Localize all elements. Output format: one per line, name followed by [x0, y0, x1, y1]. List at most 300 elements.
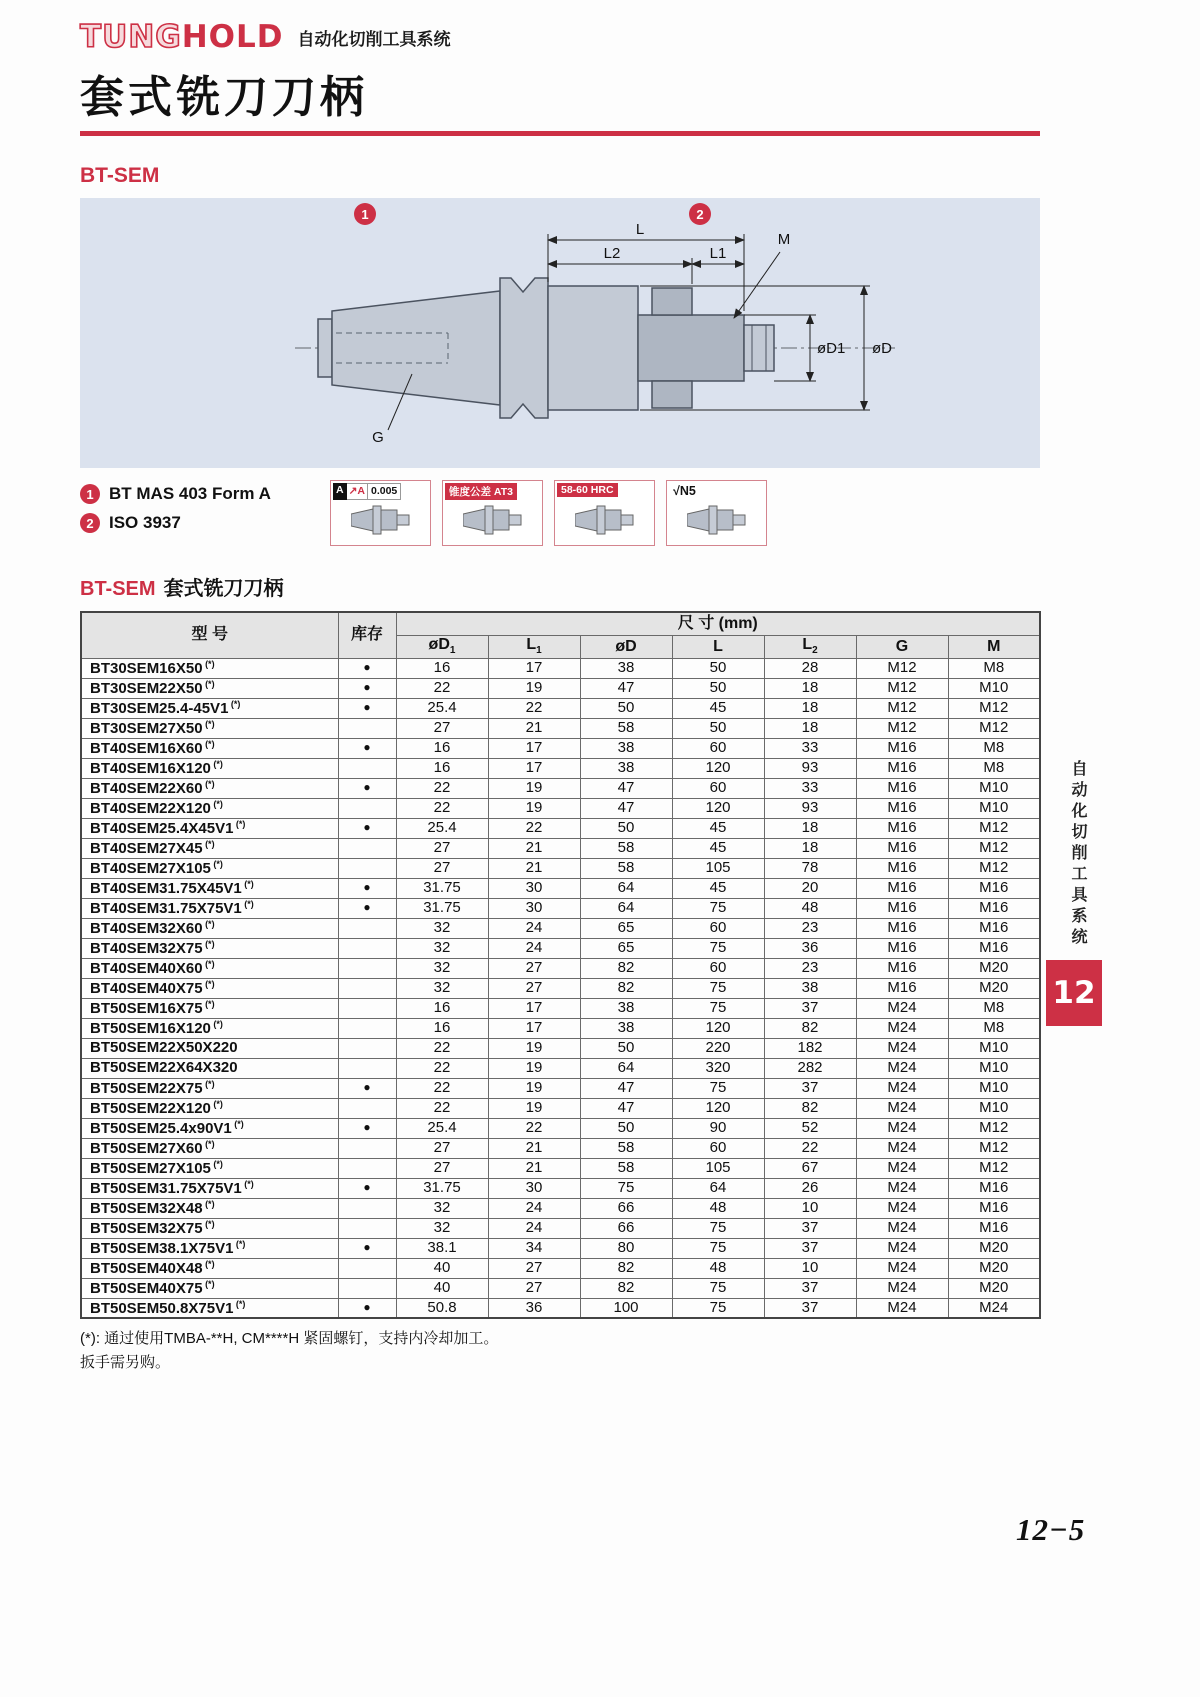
- dim-cell: M8: [948, 658, 1040, 678]
- dim-label-M: M: [777, 231, 791, 248]
- dim-cell: 45: [672, 698, 764, 718]
- dim-cell: 75: [672, 898, 764, 918]
- dim-cell: M24: [856, 998, 948, 1018]
- dim-cell: M16: [856, 738, 948, 758]
- dim-cell: M16: [856, 778, 948, 798]
- stock-cell: [338, 838, 396, 858]
- dim-cell: M16: [948, 1178, 1040, 1198]
- table-row: [81, 878, 1040, 898]
- dim-cell: 64: [580, 878, 672, 898]
- dim-cell: 27: [396, 838, 488, 858]
- dim-cell: 27: [396, 718, 488, 738]
- dim-cell: M24: [856, 1098, 948, 1118]
- dim-cell: 82: [764, 1018, 856, 1038]
- dim-cell: 60: [672, 958, 764, 978]
- tool-pictogram: [575, 505, 635, 540]
- table-title-series: BT-SEM: [80, 578, 156, 600]
- dim-cell: 22: [488, 698, 580, 718]
- surface-finish-badge: [666, 480, 767, 546]
- dim-cell: 32: [396, 938, 488, 958]
- dim-cell: 36: [764, 938, 856, 958]
- dim-cell: 16: [396, 738, 488, 758]
- dim-cell: M20: [948, 1278, 1040, 1298]
- table-row: [81, 778, 1040, 798]
- runout-value: 0.005: [368, 483, 401, 500]
- dim-cell: 47: [580, 678, 672, 698]
- dim-cell: 65: [580, 918, 672, 938]
- dim-cell: M16: [948, 1198, 1040, 1218]
- dim-cell: 38: [580, 758, 672, 778]
- dim-cell: M24: [856, 1258, 948, 1278]
- model-cell: BT40SEM31.75X75V1 (*): [81, 898, 338, 918]
- model-cell: BT50SEM16X120 (*): [81, 1018, 338, 1038]
- dim-cell: 75: [672, 1278, 764, 1298]
- drive-key-top: [652, 288, 692, 315]
- dim-cell: M24: [856, 1218, 948, 1238]
- dim-cell: 19: [488, 798, 580, 818]
- stock-cell: [338, 1098, 396, 1118]
- dim-cell: M16: [856, 818, 948, 838]
- spec-badges: [330, 480, 767, 546]
- dim-cell: 10: [764, 1198, 856, 1218]
- note-2-number-icon: 2: [80, 513, 100, 533]
- dim-cell: 38: [764, 978, 856, 998]
- stock-cell: ●: [338, 898, 396, 918]
- dim-cell: 38: [580, 998, 672, 1018]
- dim-cell: 75: [672, 1298, 764, 1318]
- taper-shank: [332, 291, 500, 405]
- runout-spec-label: [333, 483, 401, 500]
- dim-cell: 120: [672, 758, 764, 778]
- dim-cell: 24: [488, 918, 580, 938]
- dim-cell: 78: [764, 858, 856, 878]
- col-header-dim: $L_1$: [488, 635, 580, 658]
- dim-cell: 38: [580, 738, 672, 758]
- model-cell: BT30SEM27X50 (*): [81, 718, 338, 738]
- table-row: [81, 858, 1040, 878]
- stock-cell: ●: [338, 1118, 396, 1138]
- table-row: [81, 798, 1040, 818]
- dim-label-oD: øD: [872, 340, 892, 357]
- note-item-1: [80, 484, 330, 504]
- table-row: [81, 1158, 1040, 1178]
- model-cell: BT40SEM32X75 (*): [81, 938, 338, 958]
- stock-cell: ●: [338, 818, 396, 838]
- stock-cell: [338, 1058, 396, 1078]
- dim-cell: 17: [488, 998, 580, 1018]
- dim-cell: 93: [764, 758, 856, 778]
- dim-cell: 82: [580, 978, 672, 998]
- dim-cell: 50: [580, 818, 672, 838]
- dim-cell: 75: [672, 1218, 764, 1238]
- tool-pictogram: [687, 505, 747, 540]
- model-cell: BT40SEM40X75 (*): [81, 978, 338, 998]
- dim-cell: M10: [948, 678, 1040, 698]
- dim-cell: 38: [580, 1018, 672, 1038]
- dim-cell: 50.8: [396, 1298, 488, 1318]
- brand-header: [80, 19, 1040, 55]
- col-header-dim: L: [672, 635, 764, 658]
- tool-pictogram: [351, 505, 411, 540]
- dim-cell: M12: [948, 1118, 1040, 1138]
- surface-finish-label: √N5: [673, 484, 696, 498]
- dim-cell: 31.75: [396, 878, 488, 898]
- dim-cell: 23: [764, 958, 856, 978]
- dim-cell: 19: [488, 1038, 580, 1058]
- dim-cell: M10: [948, 1058, 1040, 1078]
- model-cell: BT40SEM27X105 (*): [81, 858, 338, 878]
- dim-cell: 31.75: [396, 898, 488, 918]
- hardness-badge: [554, 480, 655, 546]
- dim-cell: 30: [488, 1178, 580, 1198]
- dim-cell: 120: [672, 798, 764, 818]
- dim-cell: M24: [856, 1078, 948, 1098]
- dim-cell: 82: [580, 958, 672, 978]
- note-2-text: ISO 3937: [109, 513, 181, 532]
- model-cell: BT50SEM32X75 (*): [81, 1218, 338, 1238]
- model-cell: BT40SEM27X45 (*): [81, 838, 338, 858]
- dim-cell: 16: [396, 758, 488, 778]
- stock-cell: [338, 978, 396, 998]
- dim-cell: 32: [396, 1198, 488, 1218]
- dim-cell: 32: [396, 918, 488, 938]
- dim-cell: 50: [672, 718, 764, 738]
- dim-cell: 64: [672, 1178, 764, 1198]
- dim-cell: 47: [580, 1078, 672, 1098]
- dim-cell: 22: [764, 1138, 856, 1158]
- dim-cell: 48: [764, 898, 856, 918]
- dim-cell: 75: [672, 998, 764, 1018]
- stock-cell: ●: [338, 658, 396, 678]
- dim-cell: 75: [672, 938, 764, 958]
- dim-cell: 58: [580, 1158, 672, 1178]
- dim-cell: 27: [488, 958, 580, 978]
- dim-cell: M20: [948, 978, 1040, 998]
- dim-cell: 17: [488, 758, 580, 778]
- table-row: [81, 978, 1040, 998]
- table-row: [81, 1038, 1040, 1058]
- dim-cell: 18: [764, 698, 856, 718]
- dim-cell: 22: [488, 1118, 580, 1138]
- dim-cell: 75: [580, 1178, 672, 1198]
- table-row: [81, 1098, 1040, 1118]
- dim-cell: 19: [488, 778, 580, 798]
- model-cell: BT40SEM40X60 (*): [81, 958, 338, 978]
- dim-cell: 26: [764, 1178, 856, 1198]
- dim-label-L1: L1: [709, 245, 727, 262]
- dim-cell: 22: [488, 818, 580, 838]
- stock-cell: ●: [338, 738, 396, 758]
- footnote-line-1: (*): 通过使用TMBA-**H, CM****H 紧固螺钉，支持内冷却加工。: [80, 1330, 499, 1348]
- dim-cell: 21: [488, 1158, 580, 1178]
- model-cell: BT40SEM16X60 (*): [81, 738, 338, 758]
- stock-cell: [338, 798, 396, 818]
- dim-cell: M24: [856, 1138, 948, 1158]
- spec-table: [80, 611, 1041, 1319]
- note-1-number-icon: 1: [80, 484, 100, 504]
- table-row: [81, 1218, 1040, 1238]
- dim-cell: 19: [488, 1058, 580, 1078]
- dim-cell: 38.1: [396, 1238, 488, 1258]
- dim-cell: 47: [580, 798, 672, 818]
- dim-cell: 37: [764, 998, 856, 1018]
- dim-cell: 48: [672, 1258, 764, 1278]
- table-row: [81, 738, 1040, 758]
- dim-cell: 30: [488, 898, 580, 918]
- dim-cell: M20: [948, 1258, 1040, 1278]
- dim-cell: 18: [764, 718, 856, 738]
- dim-cell: 58: [580, 1138, 672, 1158]
- dim-cell: 25.4: [396, 1118, 488, 1138]
- table-row: [81, 1018, 1040, 1038]
- dim-cell: M12: [948, 1158, 1040, 1178]
- model-cell: BT50SEM31.75X75V1 (*): [81, 1178, 338, 1198]
- dim-cell: 75: [672, 1078, 764, 1098]
- runout-spec-badge: [330, 480, 431, 546]
- dim-cell: 93: [764, 798, 856, 818]
- dim-cell: 80: [580, 1238, 672, 1258]
- model-cell: BT40SEM32X60 (*): [81, 918, 338, 938]
- dim-cell: 23: [764, 918, 856, 938]
- dim-cell: M12: [948, 1138, 1040, 1158]
- model-cell: BT50SEM32X48 (*): [81, 1198, 338, 1218]
- table-row: [81, 818, 1040, 838]
- dim-cell: 33: [764, 738, 856, 758]
- side-vertical-text: 自动化切削工具系统: [1069, 760, 1086, 949]
- model-cell: BT50SEM22X64X320: [81, 1058, 338, 1078]
- model-cell: BT50SEM50.8X75V1 (*): [81, 1298, 338, 1318]
- col-header-stock: 库存: [338, 612, 396, 658]
- dim-cell: 52: [764, 1118, 856, 1138]
- dim-cell: 37: [764, 1278, 856, 1298]
- stock-cell: [338, 858, 396, 878]
- dim-cell: 27: [488, 978, 580, 998]
- dim-cell: M16: [856, 898, 948, 918]
- drive-key-bottom: [652, 381, 692, 408]
- dim-cell: 82: [764, 1098, 856, 1118]
- dim-cell: M16: [948, 898, 1040, 918]
- table-row: [81, 1058, 1040, 1078]
- dim-cell: M12: [856, 698, 948, 718]
- dim-cell: M16: [948, 1218, 1040, 1238]
- dim-cell: 40: [396, 1278, 488, 1298]
- dim-cell: M20: [948, 1238, 1040, 1258]
- dim-cell: 22: [396, 1098, 488, 1118]
- dim-cell: M12: [856, 678, 948, 698]
- model-cell: BT50SEM27X105 (*): [81, 1158, 338, 1178]
- dim-cell: 32: [396, 1218, 488, 1238]
- dim-cell: M24: [948, 1298, 1040, 1318]
- dim-cell: 60: [672, 778, 764, 798]
- section-heading: BT-SEM: [80, 164, 160, 187]
- dim-cell: 27: [396, 858, 488, 878]
- dim-cell: M12: [948, 718, 1040, 738]
- title-rule: [80, 131, 1040, 136]
- footnote-line-2: 扳手需另购。: [80, 1353, 171, 1371]
- dim-cell: M24: [856, 1238, 948, 1258]
- model-cell: BT30SEM22X50 (*): [81, 678, 338, 698]
- table-row: [81, 1178, 1040, 1198]
- stock-cell: [338, 1198, 396, 1218]
- dim-cell: M24: [856, 1018, 948, 1038]
- dim-cell: M24: [856, 1178, 948, 1198]
- dim-cell: 105: [672, 1158, 764, 1178]
- dim-cell: 16: [396, 658, 488, 678]
- dim-cell: 25.4: [396, 818, 488, 838]
- stock-cell: ●: [338, 698, 396, 718]
- dim-cell: 34: [488, 1238, 580, 1258]
- model-cell: BT50SEM38.1X75V1 (*): [81, 1238, 338, 1258]
- dim-cell: 82: [580, 1278, 672, 1298]
- dim-cell: 24: [488, 1198, 580, 1218]
- dim-cell: 64: [580, 898, 672, 918]
- dim-cell: 20: [764, 878, 856, 898]
- dim-cell: 27: [396, 1138, 488, 1158]
- mill-arbor: [638, 315, 744, 381]
- dim-cell: 60: [672, 1138, 764, 1158]
- dim-cell: 18: [764, 818, 856, 838]
- dim-cell: M8: [948, 758, 1040, 778]
- dim-cell: 320: [672, 1058, 764, 1078]
- dim-cell: 120: [672, 1098, 764, 1118]
- dim-cell: M24: [856, 1058, 948, 1078]
- dim-cell: 37: [764, 1298, 856, 1318]
- table-row: [81, 658, 1040, 678]
- table-row: [81, 758, 1040, 778]
- dim-cell: M12: [948, 858, 1040, 878]
- dim-cell: 22: [396, 1058, 488, 1078]
- table-title: [80, 572, 1040, 601]
- dim-cell: 21: [488, 718, 580, 738]
- dim-cell: 66: [580, 1218, 672, 1238]
- dim-cell: 27: [488, 1258, 580, 1278]
- col-header-dim: M: [948, 635, 1040, 658]
- model-cell: BT30SEM16X50 (*): [81, 658, 338, 678]
- stock-cell: ●: [338, 678, 396, 698]
- dim-cell: 37: [764, 1238, 856, 1258]
- dim-cell: M16: [856, 758, 948, 778]
- table-row: [81, 1258, 1040, 1278]
- dim-cell: M24: [856, 1278, 948, 1298]
- dim-cell: M16: [948, 938, 1040, 958]
- dim-cell: 10: [764, 1258, 856, 1278]
- dim-cell: M16: [856, 798, 948, 818]
- table-row: [81, 1278, 1040, 1298]
- dim-cell: 27: [488, 1278, 580, 1298]
- shank-end-cap: [318, 319, 332, 377]
- stock-cell: ●: [338, 1298, 396, 1318]
- dim-cell: 65: [580, 938, 672, 958]
- model-cell: BT30SEM25.4-45V1 (*): [81, 698, 338, 718]
- dim-cell: 182: [764, 1038, 856, 1058]
- dim-cell: 50: [580, 1038, 672, 1058]
- dim-cell: 36: [488, 1298, 580, 1318]
- dim-cell: 67: [764, 1158, 856, 1178]
- table-title-desc: 套式铣刀刀柄: [163, 578, 284, 600]
- dim-cell: 50: [672, 678, 764, 698]
- dim-cell: M16: [856, 938, 948, 958]
- col-header-dim: $øD_1$: [396, 635, 488, 658]
- dim-cell: 32: [396, 978, 488, 998]
- stock-cell: [338, 1018, 396, 1038]
- dim-cell: 24: [488, 938, 580, 958]
- dim-label-oD1: øD1: [817, 340, 846, 357]
- stock-cell: [338, 1258, 396, 1278]
- dim-cell: 16: [396, 998, 488, 1018]
- dim-cell: M24: [856, 1118, 948, 1138]
- chapter-tab: 12: [1046, 960, 1102, 1026]
- stock-cell: ●: [338, 878, 396, 898]
- stock-cell: [338, 918, 396, 938]
- table-row: [81, 938, 1040, 958]
- stock-cell: ●: [338, 1238, 396, 1258]
- stock-cell: [338, 958, 396, 978]
- dim-cell: 47: [580, 778, 672, 798]
- brand-tagline: 自动化切削工具系统: [297, 30, 451, 49]
- dim-cell: 19: [488, 1078, 580, 1098]
- tool-pictogram: [463, 505, 523, 540]
- dim-cell: 27: [396, 1158, 488, 1178]
- dim-cell: M12: [948, 838, 1040, 858]
- dim-cell: M24: [856, 1298, 948, 1318]
- dim-cell: 28: [764, 658, 856, 678]
- dim-cell: 75: [672, 1238, 764, 1258]
- dim-cell: 75: [672, 978, 764, 998]
- dim-cell: 120: [672, 1018, 764, 1038]
- dim-cell: 30: [488, 878, 580, 898]
- table-row: [81, 958, 1040, 978]
- model-cell: BT40SEM22X60 (*): [81, 778, 338, 798]
- dim-cell: 82: [580, 1258, 672, 1278]
- dim-cell: 282: [764, 1058, 856, 1078]
- dim-cell: M8: [948, 1018, 1040, 1038]
- dim-cell: M8: [948, 998, 1040, 1018]
- dim-cell: 58: [580, 838, 672, 858]
- dim-cell: 40: [396, 1258, 488, 1278]
- dim-cell: 48: [672, 1198, 764, 1218]
- technical-drawing: [80, 198, 1040, 468]
- dim-cell: 17: [488, 1018, 580, 1038]
- col-header-dim: øD: [580, 635, 672, 658]
- dim-cell: 220: [672, 1038, 764, 1058]
- dim-cell: 58: [580, 718, 672, 738]
- dim-cell: 22: [396, 798, 488, 818]
- dim-cell: 58: [580, 858, 672, 878]
- hardness-label: 58-60 HRC: [557, 483, 618, 497]
- brand-logo-tung: TUNG: [80, 19, 182, 55]
- dim-cell: M16: [856, 858, 948, 878]
- dim-cell: 90: [672, 1118, 764, 1138]
- col-header-dim: G: [856, 635, 948, 658]
- table-row: [81, 838, 1040, 858]
- stock-cell: [338, 1278, 396, 1298]
- page-title: 套式铣刀刀柄: [80, 72, 368, 123]
- stock-cell: [338, 718, 396, 738]
- spec-table-body: [81, 658, 1040, 1318]
- dim-cell: M12: [856, 718, 948, 738]
- stock-cell: ●: [338, 1178, 396, 1198]
- dim-cell: 24: [488, 1218, 580, 1238]
- dim-cell: 60: [672, 918, 764, 938]
- table-row: [81, 698, 1040, 718]
- dim-cell: 60: [672, 738, 764, 758]
- table-row: [81, 1238, 1040, 1258]
- model-cell: BT40SEM31.75X45V1 (*): [81, 878, 338, 898]
- dim-cell: M10: [948, 1038, 1040, 1058]
- dim-cell: M16: [948, 878, 1040, 898]
- stock-cell: [338, 758, 396, 778]
- gripper-flange: [500, 278, 548, 418]
